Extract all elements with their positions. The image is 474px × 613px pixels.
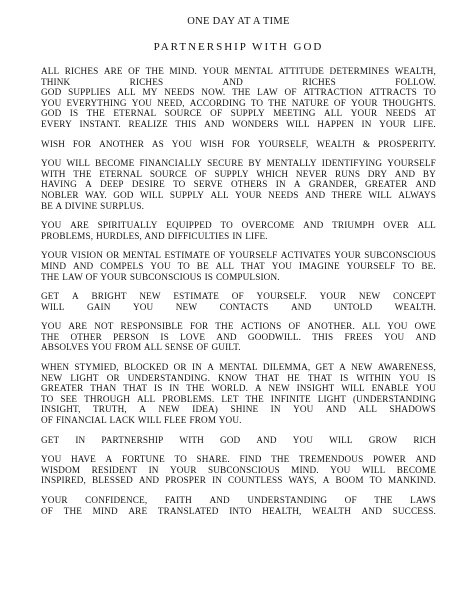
text-line: GOD SUPPLIES ALL MY NEEDS NOW. THE LAW OF ATTRACTION ATTRACTS TO <box>41 87 436 98</box>
text-line: MIND AND COMPELS YOU TO BE ALL THAT YOU IMAGINE YOURSELF TO BE. <box>41 260 436 271</box>
paragraph <box>41 291 436 312</box>
text-line: GREATER THAN THAT IS IN THE WORLD. A NEW INSIGHT WILL ENABLE YOU <box>41 383 436 394</box>
text-line: TO SEE THROUGH ALL PROBLEMS. LET THE INFINITE LIGHT (UNDERSTANDING <box>41 393 436 404</box>
text-line: WILL GAIN YOU NEW CONTACTS AND UNTOLD WEALTH. <box>41 301 436 312</box>
paragraph <box>41 321 436 353</box>
paragraph <box>41 250 436 282</box>
text-line: BE A DIVINE SURPLUS. <box>41 200 145 211</box>
text-line: OF FINANCIAL LACK WILL FLEE FROM YOU. <box>41 415 242 426</box>
text-line: YOU ARE SPIRITUALLY EQUIPPED TO OVERCOME AND TRIUMPH OVER ALL <box>41 220 436 231</box>
document-body <box>41 66 436 516</box>
text-line: THE LAW OF YOUR SUBCONSCIOUS IS COMPULSION. <box>41 271 280 282</box>
text-line: THINK RICHES AND RICHES FOLLOW. <box>41 76 436 87</box>
text-line: GET IN PARTNERSHIP WITH GOD AND YOU WILL GROW RICH <box>41 434 436 445</box>
text-line: YOU ARE NOT RESPONSIBLE FOR THE ACTIONS OF ANOTHER. ALL YOU OWE <box>41 321 436 332</box>
paragraph <box>41 362 436 426</box>
text-line: INSPIRED, BLESSED AND PROSPER IN COUNTLESS WAYS, A BOOM TO MANKIND. <box>41 475 436 486</box>
text-line: OF THE MIND ARE TRANSLATED INTO HEALTH, WEALTH AND SUCCESS. <box>41 505 436 516</box>
header-title: ONE DAY AT A TIME <box>187 16 290 27</box>
paragraph <box>41 220 436 241</box>
document-title: PARTNERSHIP WITH GOD <box>153 41 324 53</box>
text-line: HAVING A DEEP DESIRE TO SERVE OTHERS IN A GRANDER, GREATER AND <box>41 179 436 190</box>
text-line: NEW LIGHT OR UNDERSTANDING. KNOW THAT HE THAT IS WITHIN YOU IS <box>41 372 436 383</box>
text-line: YOU EVERYTHING YOU NEED, ACCORDING TO THE NATURE OF YOUR THOUGHTS. <box>41 97 436 108</box>
paragraph <box>41 454 436 486</box>
text-line: WITH THE ETERNAL SOURCE OF SUPPLY WHICH NEVER RUNS DRY AND BY <box>41 168 436 179</box>
text-line: GOD IS THE ETERNAL SOURCE OF SUPPLY MEETING ALL YOUR NEEDS AT <box>41 108 436 119</box>
text-line: PROBLEMS, HURDLES, AND DIFFICULTIES IN LIFE. <box>41 230 268 241</box>
text-line: YOUR CONFIDENCE, FAITH AND UNDERSTANDING OF THE LAWS <box>41 495 436 505</box>
text-line: GET A BRIGHT NEW ESTIMATE OF YOURSELF. YOUR NEW CONCEPT <box>41 291 436 302</box>
paragraph <box>41 66 436 130</box>
text-line: YOUR VISION OR MENTAL ESTIMATE OF YOURSELF ACTIVATES YOUR SUBCONSCIOUS <box>41 250 436 261</box>
text-line: NOBLER WAY. GOD WILL SUPPLY ALL YOUR NEEDS AND THERE WILL ALWAYS <box>41 189 436 200</box>
text-line: YOU HAVE A FORTUNE TO SHARE. FIND THE TREMENDOUS POWER AND <box>41 454 436 465</box>
text-line: ALL RICHES ARE OF THE MIND. YOUR MENTAL ATTITUDE DETERMINES WEALTH, <box>41 66 436 76</box>
text-line: EVERY INSTANT. REALIZE THIS AND WONDERS WILL HAPPEN IN YOUR LIFE. <box>41 118 436 129</box>
paragraph <box>41 139 436 150</box>
text-line: INSIGHT, TRUTH, A NEW IDEA) SHINE IN YOU AND ALL SHADOWS <box>41 404 436 415</box>
paragraph <box>41 158 436 211</box>
text-line: THE OTHER PERSON IS LOVE AND GOODWILL. THIS FREES YOU AND <box>41 331 436 342</box>
text-line: YOU WILL BECOME FINANCIALLY SECURE BY MENTALLY IDENTIFYING YOURSELF <box>41 158 436 169</box>
text-line: WHEN STYMIED, BLOCKED OR IN A MENTAL DILEMMA, GET A NEW AWARENESS, <box>41 362 436 373</box>
paragraph <box>41 435 436 446</box>
text-line: ABSOLVES YOU FROM ALL SENSE OF GUILT. <box>41 342 241 353</box>
text-line: WISH FOR ANOTHER AS YOU WISH FOR YOURSELF, WEALTH & PROSPERITY. <box>41 138 436 149</box>
paragraph <box>41 495 436 516</box>
text-line: WISDOM RESIDENT IN YOUR SUBCONSCIOUS MIND. YOU WILL BECOME <box>41 464 436 475</box>
